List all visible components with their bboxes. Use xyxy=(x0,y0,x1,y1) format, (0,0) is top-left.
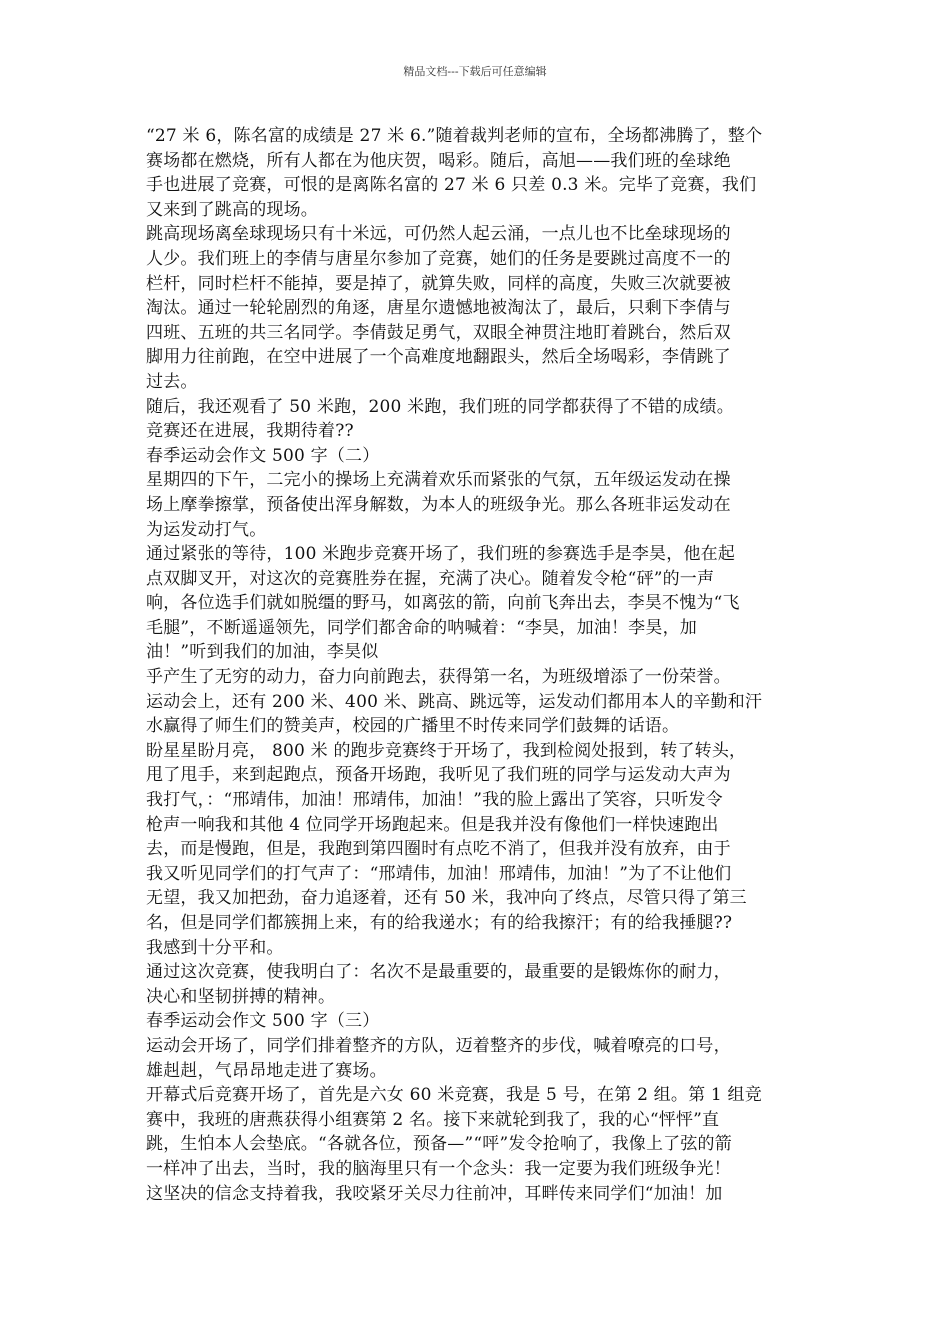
text-line: 春季运动会作文 500 字（二） xyxy=(146,445,380,466)
text-line: 春季运动会作文 500 字（三） xyxy=(146,1011,380,1032)
text-line: 脚用力往前跑，在空中进展了一个高难度地翻跟头，然后全场喝彩，李倩跳了 xyxy=(146,347,731,368)
text-line: 跳，生怕本人会垫底。“各就各位，预备—”“呯”发令抢响了，我像上了弦的箭 xyxy=(146,1134,732,1155)
text-line: 无望，我又加把劲，奋力追逐着，还有 50 米，我冲向了终点，尽管只得了第三 xyxy=(146,888,747,909)
text-line: 盼星星盼月亮， 800 米 的跑步竞赛终于开场了，我到检阅处报到，转了转头， xyxy=(146,740,747,761)
text-line: 淘汰。通过一轮轮剧烈的角逐，唐星尔遗憾地被淘汰了，最后，只剩下李倩与 xyxy=(146,298,731,319)
text-line: 毛腿”，不断遥遥领先，同学们都舍命的呐喊着：“李昊，加油！李昊，加 xyxy=(146,617,697,638)
text-line: 四班、五班的共三名同学。李倩鼓足勇气，双眼全神贯注地盯着跳台，然后双 xyxy=(146,322,731,343)
text-line: 开幕式后竞赛开场了，首先是六女 60 米竞赛，我是 5 号，在第 2 组。第 1 组竞 xyxy=(146,1085,762,1106)
text-line: 通过紧张的等待，100 米跑步竞赛开场了，我们班的参赛选手是李昊，他在起 xyxy=(146,544,736,565)
page-header: 精品文档---下载后可任意编辑 xyxy=(403,65,547,78)
text-line: 运动会上，还有 200 米、400 米、跳高、跳远等，运发动们都用本人的辛勤和汗 xyxy=(146,691,763,712)
text-line: 油！”听到我们的加油，李昊似 xyxy=(146,642,379,663)
text-line: 甩了甩手，来到起跑点，预备开场跑，我听见了我们班的同学与运发动大声为 xyxy=(146,765,731,786)
text-line: 又来到了跳高的现场。 xyxy=(146,199,318,220)
text-line: 场上摩拳擦掌，预备使出浑身解数，为本人的班级争光。那么各班非运发动在 xyxy=(146,494,731,515)
text-line: 星期四的下午，二完小的操场上充满着欢乐而紧张的气氛，五年级运发动在操 xyxy=(146,470,731,491)
document-body xyxy=(146,124,806,1206)
text-line: 栏杆，同时栏杆不能掉，要是掉了，就算失败，同样的高度，失败三次就要被 xyxy=(146,273,731,294)
text-line: 我打气，：“邢靖伟，加油！邢靖伟，加油！”我的脸上露出了笑容，只听发令 xyxy=(146,790,723,811)
text-line: 去，而是慢跑，但是，我跑到第四圈时有点吃不消了，但我并没有放弃，由于 xyxy=(146,839,731,860)
text-line: 乎产生了无穷的动力，奋力向前跑去，获得第一名，为班级增添了一份荣誉。 xyxy=(146,667,731,688)
text-line: 响，各位选手们就如脱缰的野马，如离弦的箭，向前飞奔出去，李昊不愧为“飞 xyxy=(146,593,740,614)
text-line: 赛场都在燃烧，所有人都在为他庆贺，喝彩。随后，高旭——我们班的垒球绝 xyxy=(146,150,731,171)
text-line: 竞赛还在进展，我期待着?? xyxy=(146,421,354,442)
text-line: 人少。我们班上的李倩与唐星尔参加了竞赛，她们的任务是要跳过高度不一的 xyxy=(146,248,731,269)
text-line: 这坚决的信念支持着我，我咬紧牙关尽力往前冲，耳畔传来同学们“加油！加 xyxy=(146,1183,723,1204)
text-line: 赛中，我班的唐燕获得小组赛第 2 名。接下来就轮到我了，我的心“怦怦”直 xyxy=(146,1109,720,1130)
text-line: 随后，我还观看了 50 米跑，200 米跑，我们班的同学都获得了不错的成绩。 xyxy=(146,396,734,417)
text-line: 我感到十分平和。 xyxy=(146,937,284,958)
text-line: 决心和坚韧拼搏的精神。 xyxy=(146,986,336,1007)
text-line: 名，但是同学们都簇拥上来，有的给我递水；有的给我擦汗；有的给我捶腿?? xyxy=(146,913,733,933)
text-line: 过去。 xyxy=(146,371,198,392)
text-line: 运动会开场了，同学们排着整齐的方队，迈着整齐的步伐，喊着嘹亮的口号， xyxy=(146,1035,731,1056)
text-line: 为运发动打气。 xyxy=(146,519,267,540)
text-line: 我又听见同学们的打气声了：“邢靖伟，加油！邢靖伟，加油！”为了不让他们 xyxy=(146,863,732,884)
text-line: 雄赳赳，气昂昂地走进了赛场。 xyxy=(146,1060,387,1081)
text-line: 水赢得了师生们的赞美声，校园的广播里不时传来同学们鼓舞的话语。 xyxy=(146,716,680,737)
text-line: 跳高现场离垒球现场只有十米远，可仍然人起云涌，一点儿也不比垒球现场的 xyxy=(146,224,731,245)
text-line: “27 米 6，陈名富的成绩是 27 米 6.”随着裁判老师的宣布，全场都沸腾了，整个 xyxy=(146,126,763,146)
text-line: 枪声一响我和其他 4 位同学开场跑起来。但是我并没有像他们一样快速跑出 xyxy=(146,814,719,835)
text-line: 点双脚叉开，对这次的竞赛胜券在握，充满了决心。随着发令枪“砰”的一声 xyxy=(146,568,715,589)
text-line: 手也进展了竞赛，可恨的是离陈名富的 27 米 6 只差 0.3 米。完毕了竞赛，我们 xyxy=(146,175,757,196)
text-line: 一样冲了出去，当时，我的脑海里只有一个念头：我一定要为我们班级争光！ xyxy=(146,1158,731,1179)
text-line: 通过这次竞赛，使我明白了：名次不是最重要的，最重要的是锻炼你的耐力， xyxy=(146,962,731,983)
